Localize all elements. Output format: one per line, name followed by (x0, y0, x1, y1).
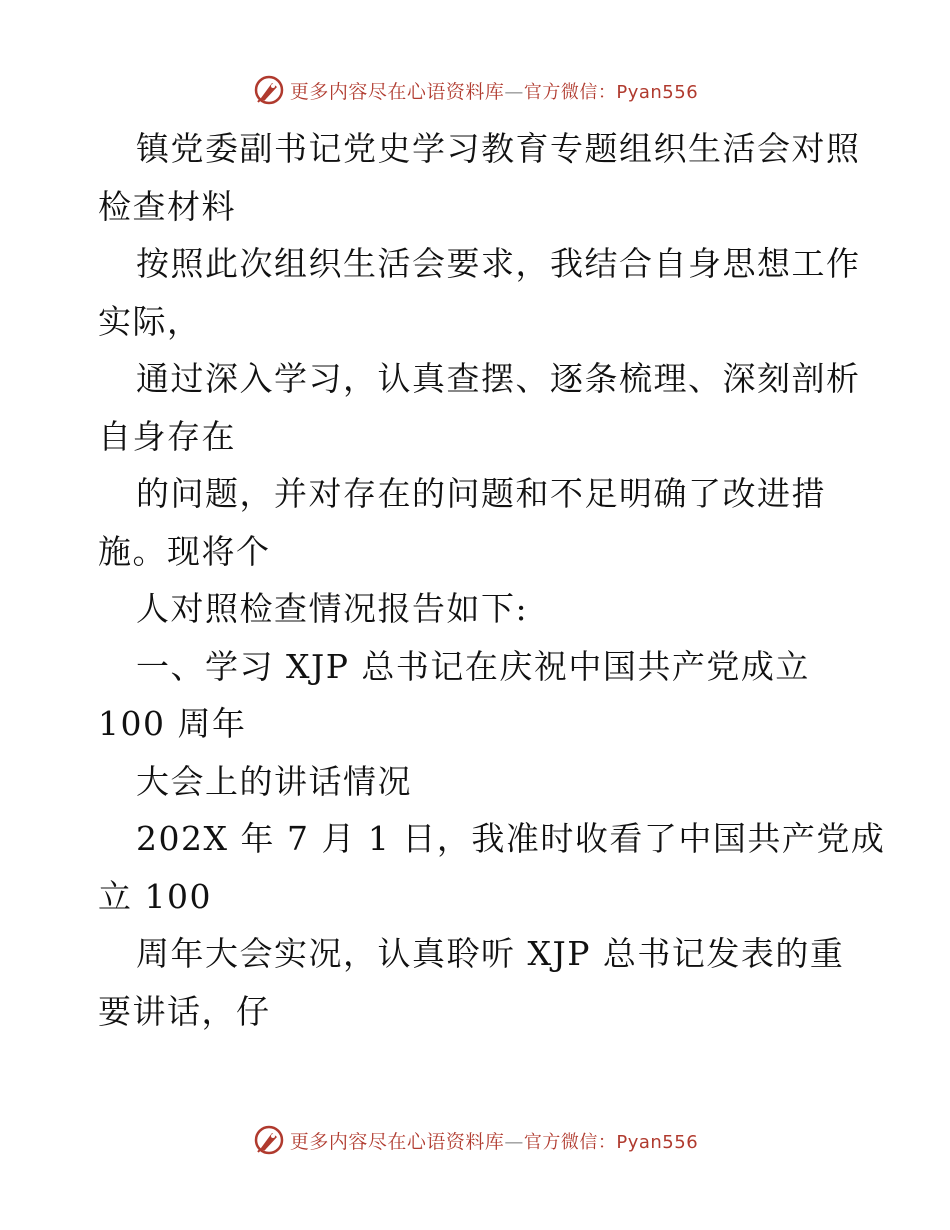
header-banner-slogan: 更多内容尽在心语资料库 (289, 80, 505, 103)
pen-nib-logo-icon (252, 1123, 286, 1157)
header-watermark-banner (0, 70, 950, 110)
footer-banner-separator: — (504, 1130, 524, 1153)
paragraph-line: 实际， (98, 301, 202, 341)
footer-banner-text (290, 1127, 698, 1154)
footer-banner-wechat: 官方微信：Pyan556 (523, 1131, 699, 1153)
paragraph-line: 按照此次组织生活会要求，我结合自身思想工作 (136, 244, 861, 283)
section-heading-line-1: 一、学习 XJP 总书记在庆祝中国共产党成立 (136, 646, 810, 686)
paragraph-line: 202X 年 7 月 1 日，我准时收看了中国共产党成 (136, 819, 886, 858)
paragraph-line: 自身存在 (98, 416, 236, 456)
header-banner-text (290, 77, 698, 104)
document-body (98, 120, 886, 1040)
footer-banner-slogan: 更多内容尽在心语资料库 (289, 1130, 505, 1153)
paragraph-line: 立 100 (98, 876, 212, 916)
header-banner-separator: — (504, 80, 524, 103)
document-title-line-2: 检查材料 (98, 186, 236, 226)
paragraph-line: 的问题，并对存在的问题和不足明确了改进措 (136, 474, 826, 513)
paragraph-line: 通过深入学习，认真查摆、逐条梳理、深刻剖析 (136, 359, 861, 398)
header-banner-wechat: 官方微信：Pyan556 (523, 81, 699, 103)
paragraph-line: 周年大会实况，认真聆听 XJP 总书记发表的重 (136, 934, 845, 973)
document-title-line-1: 镇党委副书记党史学习教育专题组织生活会对照 (136, 129, 861, 168)
section-heading-line-3: 大会上的讲话情况 (136, 761, 412, 801)
paragraph-line: 人对照检查情况报告如下: (136, 589, 529, 628)
footer-watermark-banner (0, 1120, 950, 1160)
pen-nib-logo-icon (252, 73, 286, 107)
section-heading-line-2: 100 周年 (98, 704, 247, 743)
paragraph-line: 施。现将个 (98, 531, 271, 571)
paragraph-line: 要讲话，仔 (98, 991, 271, 1031)
